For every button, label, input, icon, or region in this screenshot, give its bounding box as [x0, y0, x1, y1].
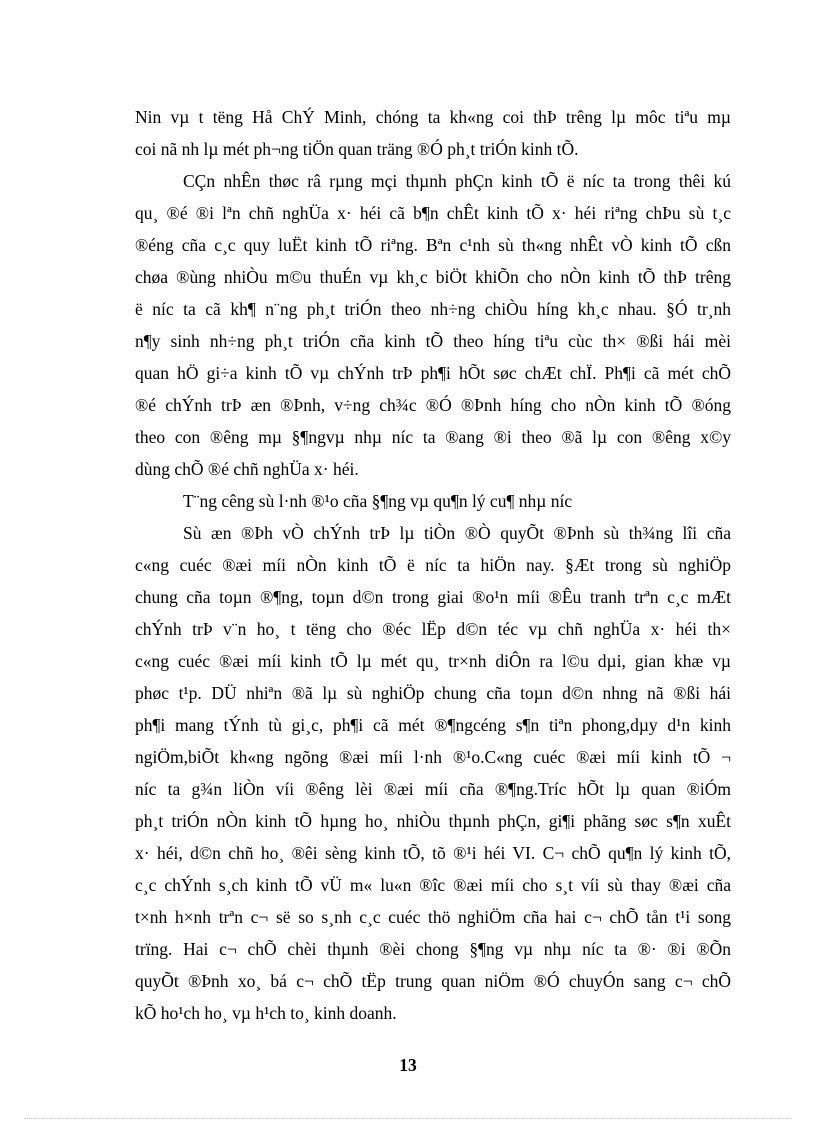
text-line: ph¶i mang tÝnh tù gi¸c, ph¶i cã mét ®¶ngcéng s¶n tiªn phong,dµy d¹n kinh	[135, 715, 731, 735]
text-line: quyÕt ®Þnh xo¸ bá c¬ chÕ tËp trung quan niÖm ®Ó chuyÓn sang c¬ chÕ	[135, 971, 731, 991]
text-line: Sù æn ®Þh vÒ chÝnh trÞ lµ tiÒn ®Ò quyÕt ®Þnh sù th¾ng lîi cña	[183, 523, 731, 543]
text-line: ph¸t triÓn nÒn kinh tÕ hµng ho¸ nhiÒu thµnh phÇn, gi¶i phãng søc s¶n xuÊt	[135, 811, 731, 831]
text-line: T¨ng cêng sù l·nh ®¹o cña §¶ng vµ qu¶n lý cu¶ nhµ níc	[183, 491, 573, 511]
text-line: x· héi, d©n chñ ho¸ ®êi sèng kinh tÕ, tõ ®¹i héi VI. C¬ chÕ qu¶n lý kinh tÕ,	[135, 843, 731, 863]
text-line: ngiÖm,biÕt kh«ng ngõng ®æi míi l·nh ®¹o.C«ng cuéc ®æi míi kinh tÕ ¬	[135, 747, 731, 767]
body-text	[135, 101, 731, 1029]
text-line: ®é chÝnh trÞ æn ®Þnh, v÷ng ch¾c ®Ó ®Þnh híng cho nÒn kinh tÕ ®óng	[135, 395, 731, 415]
text-line: dùng chÕ ®é chñ nghÜa x· héi.	[135, 459, 359, 479]
text-line: chung cña toµn ®¶ng, toµn d©n trong giai ®o¹n míi ®Êu tranh trªn c¸c mÆt	[135, 587, 731, 607]
text-line: phøc t¹p. DÜ nhiªn ®ã lµ sù nghiÖp chung cña toµn d©n nhng nã ®ßi hái	[135, 683, 731, 703]
text-line: qu¸ ®é ®i lªn chñ nghÜa x· héi cã b¶n chÊt kinh tÕ x· héi riªng chÞu sù t¸c	[135, 203, 731, 223]
text-line: t×nh h×nh trªn c¬ së so s¸nh c¸c cuéc thö nghiÖm cña hai c¬ chÕ tån t¹i song	[135, 907, 731, 927]
text-line: quan hÖ gi÷a kinh tÕ vµ chÝnh trÞ ph¶i hÕt søc chÆt chÏ. Ph¶i cã mét chÕ	[135, 363, 731, 383]
text-line: ë níc ta cã kh¶ n¨ng ph¸t triÓn theo nh÷ng chiÒu híng kh¸c nhau. §Ó tr¸nh	[135, 299, 731, 319]
text-line: coi nã nh lµ mét ph¬ng tiÖn quan träng ®Ó ph¸t triÓn kinh tÕ.	[135, 139, 579, 159]
page-number: 13	[399, 1055, 417, 1075]
text-line: trïng. Hai c¬ chÕ chèi thµnh ®èi chong §¶ng vµ nhµ níc ta ®· ®i ®Õn	[135, 939, 731, 959]
page-bottom-divider	[24, 1118, 792, 1119]
text-line: chÝnh trÞ v¨n ho¸ t tëng cho ®éc lËp d©n téc vµ chñ nghÜa x· héi th×	[135, 619, 731, 639]
text-line: CÇn nhÊn thøc râ rµng mçi thµnh phÇn kinh tÕ ë níc ta trong thêi kú	[183, 171, 731, 191]
text-line: c«ng cuéc ®æi míi kinh tÕ lµ mét qu¸ tr×nh diÔn ra l©u dµi, gian khæ vµ	[135, 651, 731, 671]
text-line: n¶y sinh nh÷ng ph¸t triÓn cña kinh tÕ theo híng tiªu cùc th× ®ßi hái mèi	[135, 331, 731, 351]
text-line: c«ng cuéc ®æi míi nÒn kinh tÕ ë níc ta hiÖn nay. §Æt trong sù nghiÖp	[135, 555, 731, 575]
text-line: níc ta g¾n liÒn víi ®êng lèi ®æi míi cña ®¶ng.Tríc hÕt lµ quan ®iÓm	[135, 779, 731, 799]
text-line: ®éng cña c¸c quy luËt kinh tÕ riªng. Bªn c¹nh sù th«ng nhÊt vÒ kinh tÕ cßn	[135, 235, 731, 255]
text-line: c¸c chÝnh s¸ch kinh tÕ vÜ m« lu«n ®îc ®æi míi cho s¸t víi sù thay ®æi cña	[135, 875, 731, 895]
text-line: chøa ®ùng nhiÒu m©u thuÉn vµ kh¸c biÖt khiÕn cho nÒn kinh tÕ thÞ trêng	[135, 267, 731, 287]
text-line: Nin vµ t tëng Hå ChÝ Minh, chóng ta kh«ng coi thÞ trêng lµ môc tiªu mµ	[135, 107, 731, 127]
text-line: theo con ®êng mµ §¶ngvµ nhµ níc ta ®ang ®i theo ®ã lµ con ®êng x©y	[135, 427, 731, 447]
text-line: kÕ ho¹ch ho¸ vµ h¹ch to¸ kinh doanh.	[135, 1003, 397, 1023]
